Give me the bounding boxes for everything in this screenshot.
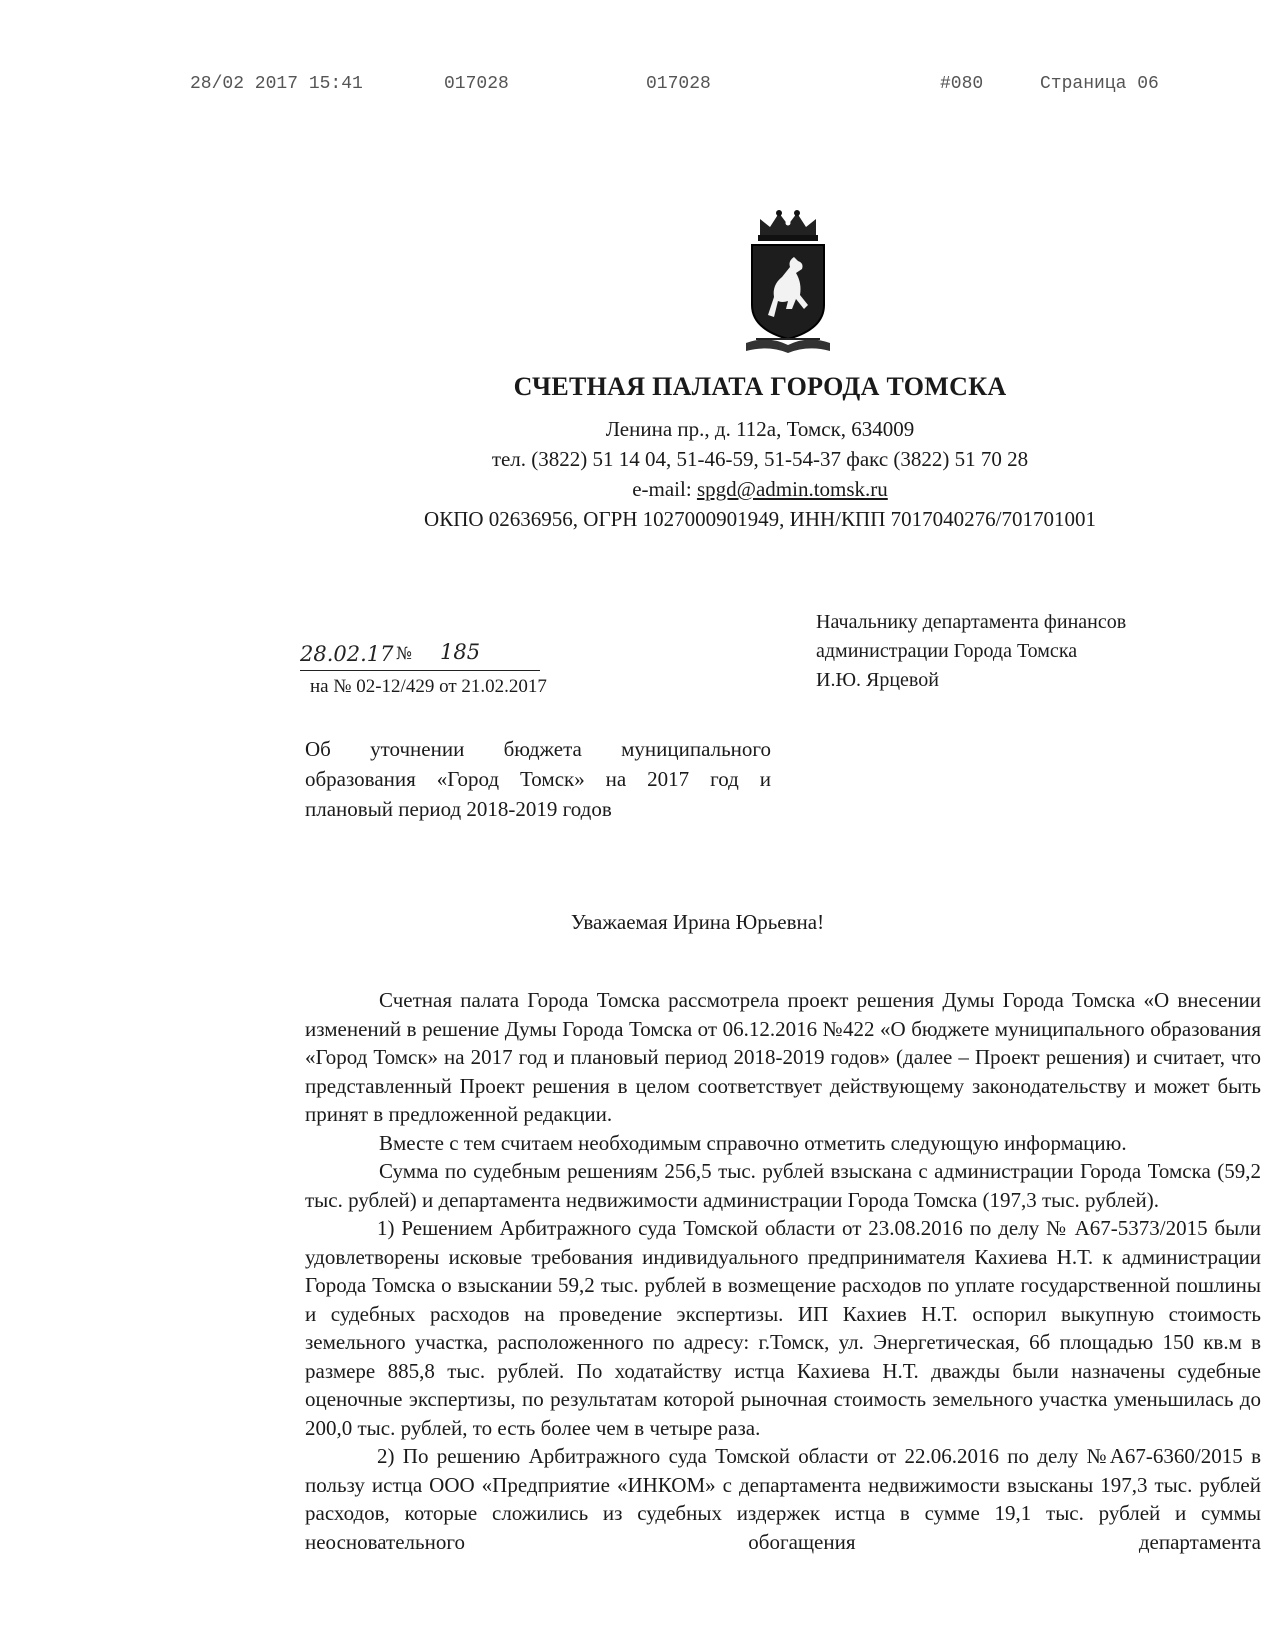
body-paragraph-5: 2) По решению Арбитражного суда Томской области от 22.06.2016 по делу №А67-6360/2015 в пользу истца ООО «Предприятие «ИНКОМ» с департамента недвижимости взысканы 197,3 тыс. рублей расходов, которые сложились из судебных издержек истца в сумме 19,1 тыс. рублей и суммы неосновательного обогащения департамента [305, 1444, 1261, 1554]
number-sign: № [396, 644, 413, 664]
salutation: Уважаемая Ирина Юрьевна! [570, 910, 825, 934]
body-paragraph-2: Вместе с тем считаем необходимым справочно отметить следующую информацию. [379, 1130, 1127, 1155]
body-paragraph-4: 1) Решением Арбитражного суда Томской области от 23.08.2016 по делу № А67-5373/2015 были удовлетворены исковые требования индивидуального предпринимателя Кахиева Н.Т. к администрации Города Томска о взыскании 59,2 тыс. рублей в возмещение расходов по уплате государственной пошлины и судебных расходов на проведение экспертизы. ИП Кахиев Н.Т. оспорил выкупную стоимость земельного участка, расположенного по адресу: г.Томск, ул. Энергетическая, 6б площадью 150 кв.м в размере 885,8 тыс. рублей. По ходатайству истца Кахиева Н.Т. дважды были назначены судебные оценочные экспертизы, по результатам которой рыночная стоимость земельного участка уменьшилась до 200,0 тыс. рублей, то есть более чем в четыре раза. [305, 1216, 1261, 1440]
organization-address: Ленина пр., д. 112а, Томск, 634009 [605, 417, 915, 441]
outgoing-registration [300, 640, 540, 672]
outgoing-underline [300, 670, 540, 671]
recipient-line-2: администрации Города Томска [816, 640, 1078, 662]
fax-datetime: 28/02 2017 15:41 [190, 74, 363, 94]
fax-field-a: 017028 [444, 74, 509, 94]
outgoing-number-handwritten: 185 [440, 640, 481, 664]
recipient-line-3: И.Ю. Ярцевой [816, 669, 939, 691]
body-paragraph-1: Счетная палата Города Томска рассмотрела проект решения Думы Города Томска «О внесении изменений в решение Думы Города Томска от 06.12.2016 №422 «О бюджете муниципального образования «Город Томск» на 2017 год и плановый период 2018-2019 годов» (далее – Проект решения) и считает, что представленный Проект решения в целом соответствует действующему законодательству и может быть принят в предложенной редакции. [305, 988, 1261, 1126]
organization-registration-codes: ОКПО 02636956, ОГРН 1027000901949, ИНН/КПП 7017040276/701701001 [424, 507, 1096, 531]
outgoing-date-handwritten: 28.02.17 [300, 642, 394, 666]
recipient-line-1: Начальнику департамента финансов [816, 611, 1127, 633]
email-link[interactable]: spgd@admin.tomsk.ru [696, 477, 888, 501]
organization-phones: тел. (3822) 51 14 04, 51-46-59, 51-54-37 факс (3822) 51 70 28 [491, 447, 1029, 471]
body-paragraph-3: Сумма по судебным решениям 256,5 тыс. рублей взыскана с администрации Города Томска (59,2 тыс. рублей) и департамента недвижимости администрации Города Томска (197,3 тыс. рублей). [305, 1159, 1261, 1212]
subject-line-1: Об уточнении бюджета муниципального [305, 737, 771, 761]
subject-line-2: образования «Город Томск» на 2017 год и [305, 767, 771, 791]
organization-title: СЧЕТНАЯ ПАЛАТА ГОРОДА ТОМСКА [513, 372, 1007, 401]
fax-field-b: 017028 [646, 74, 711, 94]
in-reply-to-reference: на № 02-12/429 от 21.02.2017 [310, 676, 547, 697]
letter-subject [305, 734, 771, 824]
fax-transmission-header [0, 74, 1275, 98]
fax-page-number: Страница 06 [1040, 74, 1159, 94]
letter-body [305, 986, 1261, 1556]
recipient-block [816, 608, 1126, 695]
organization-email-line [380, 477, 1140, 502]
email-label: e-mail: [632, 477, 697, 501]
subject-line-3: плановый период 2018-2019 годов [305, 797, 612, 821]
tomsk-coat-of-arms-icon [738, 205, 838, 355]
fax-job-number: #080 [940, 74, 984, 94]
